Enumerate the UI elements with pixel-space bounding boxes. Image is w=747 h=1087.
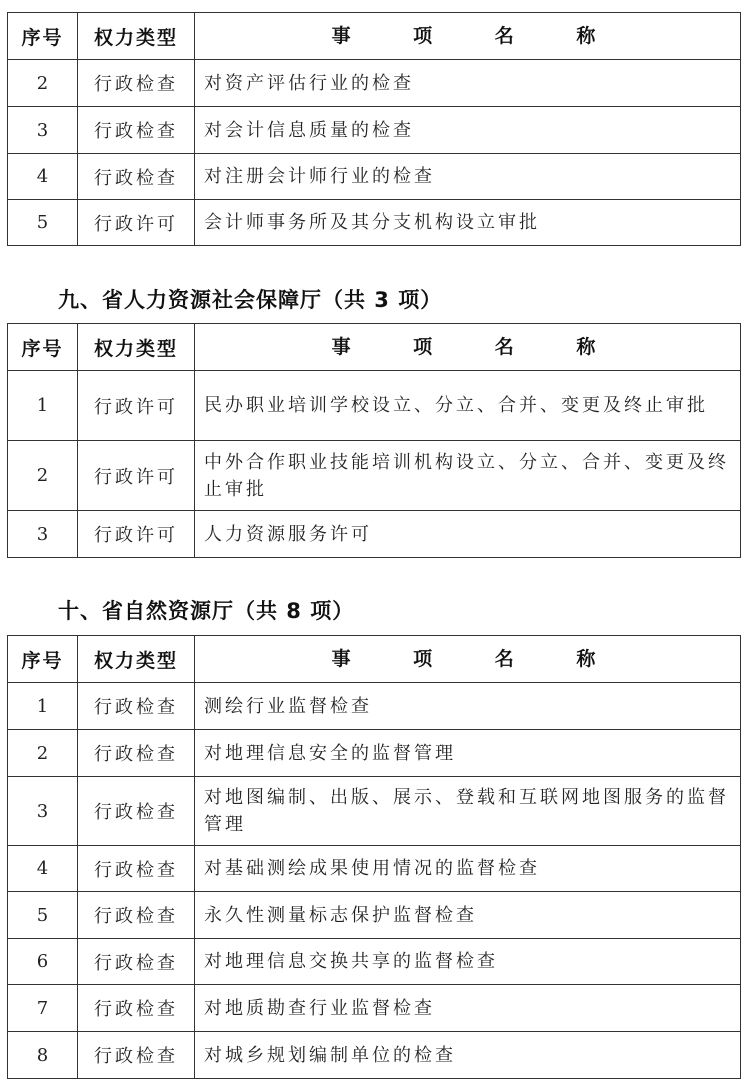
hr-items-table bbox=[7, 323, 741, 558]
table-row bbox=[8, 730, 741, 777]
row-item-name: 中外合作职业技能培训机构设立、分立、合并、变更及终止审批 bbox=[195, 441, 741, 511]
table-header-row bbox=[8, 13, 741, 60]
row-power-type: 行政许可 bbox=[78, 371, 195, 441]
table-row bbox=[8, 154, 741, 200]
row-item-name: 对地理信息交换共享的监督检查 bbox=[195, 939, 741, 985]
header-name: 事 项 名 称 bbox=[195, 13, 741, 60]
row-power-type: 行政检查 bbox=[78, 846, 195, 892]
section-title-hr: 九、省人力资源社会保障厅（共 3 项） bbox=[58, 288, 443, 312]
natural-resources-items-table bbox=[7, 635, 741, 1079]
table-row bbox=[8, 1032, 741, 1079]
row-seq: 3 bbox=[8, 511, 78, 558]
row-seq: 2 bbox=[8, 730, 78, 777]
table-row bbox=[8, 939, 741, 985]
row-item-name: 民办职业培训学校设立、分立、合并、变更及终止审批 bbox=[195, 371, 741, 441]
header-name: 事 项 名 称 bbox=[195, 324, 741, 371]
row-seq: 5 bbox=[8, 200, 78, 246]
row-seq: 1 bbox=[8, 371, 78, 441]
table-row bbox=[8, 200, 741, 246]
row-power-type: 行政检查 bbox=[78, 1032, 195, 1079]
row-power-type: 行政检查 bbox=[78, 892, 195, 939]
table-header-row bbox=[8, 324, 741, 371]
row-power-type: 行政检查 bbox=[78, 730, 195, 777]
row-item-name: 对地质勘查行业监督检查 bbox=[195, 985, 741, 1032]
row-power-type: 行政检查 bbox=[78, 939, 195, 985]
table-body bbox=[8, 683, 741, 1079]
row-seq: 5 bbox=[8, 892, 78, 939]
table-row bbox=[8, 441, 741, 511]
header-name: 事 项 名 称 bbox=[195, 636, 741, 683]
row-item-name: 会计师事务所及其分支机构设立审批 bbox=[195, 200, 741, 246]
row-power-type: 行政检查 bbox=[78, 777, 195, 846]
table-row bbox=[8, 985, 741, 1032]
table-header-row bbox=[8, 636, 741, 683]
row-seq: 3 bbox=[8, 777, 78, 846]
table-body bbox=[8, 60, 741, 246]
header-type: 权力类型 bbox=[78, 636, 195, 683]
row-item-name: 对注册会计师行业的检查 bbox=[195, 154, 741, 200]
row-item-name: 测绘行业监督检查 bbox=[195, 683, 741, 730]
table-row bbox=[8, 371, 741, 441]
row-seq: 3 bbox=[8, 107, 78, 154]
row-item-name: 对会计信息质量的检查 bbox=[195, 107, 741, 154]
row-item-name: 对资产评估行业的检查 bbox=[195, 60, 741, 107]
row-power-type: 行政许可 bbox=[78, 441, 195, 511]
row-seq: 4 bbox=[8, 154, 78, 200]
table-row bbox=[8, 511, 741, 558]
header-type: 权力类型 bbox=[78, 324, 195, 371]
row-power-type: 行政检查 bbox=[78, 985, 195, 1032]
finance-items-table bbox=[7, 12, 741, 246]
row-item-name: 人力资源服务许可 bbox=[195, 511, 741, 558]
row-seq: 2 bbox=[8, 441, 78, 511]
table-row bbox=[8, 107, 741, 154]
row-seq: 4 bbox=[8, 846, 78, 892]
header-type: 权力类型 bbox=[78, 13, 195, 60]
section-title-natural-resources: 十、省自然资源厅（共 8 项） bbox=[58, 599, 355, 623]
row-item-name: 对地图编制、出版、展示、登载和互联网地图服务的监督管理 bbox=[195, 777, 741, 846]
row-power-type: 行政检查 bbox=[78, 683, 195, 730]
table-row bbox=[8, 60, 741, 107]
table-row bbox=[8, 777, 741, 846]
table-row bbox=[8, 683, 741, 730]
row-seq: 8 bbox=[8, 1032, 78, 1079]
table-row bbox=[8, 846, 741, 892]
row-seq: 1 bbox=[8, 683, 78, 730]
table-body bbox=[8, 371, 741, 558]
row-item-name: 对地理信息安全的监督管理 bbox=[195, 730, 741, 777]
header-seq: 序号 bbox=[8, 324, 78, 371]
row-power-type: 行政检查 bbox=[78, 154, 195, 200]
row-item-name: 永久性测量标志保护监督检查 bbox=[195, 892, 741, 939]
row-power-type: 行政检查 bbox=[78, 60, 195, 107]
header-seq: 序号 bbox=[8, 636, 78, 683]
row-item-name: 对基础测绘成果使用情况的监督检查 bbox=[195, 846, 741, 892]
row-seq: 7 bbox=[8, 985, 78, 1032]
row-seq: 2 bbox=[8, 60, 78, 107]
row-item-name: 对城乡规划编制单位的检查 bbox=[195, 1032, 741, 1079]
row-power-type: 行政许可 bbox=[78, 200, 195, 246]
table-row bbox=[8, 892, 741, 939]
header-seq: 序号 bbox=[8, 13, 78, 60]
row-seq: 6 bbox=[8, 939, 78, 985]
row-power-type: 行政检查 bbox=[78, 107, 195, 154]
row-power-type: 行政许可 bbox=[78, 511, 195, 558]
